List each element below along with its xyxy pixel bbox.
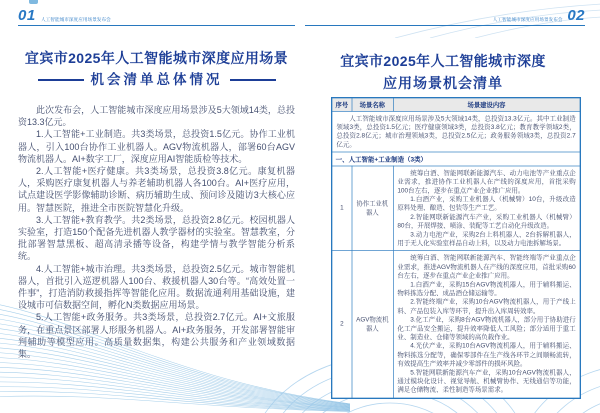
content-paragraph: 统筹白酒、智能网联新能源汽车、动力电池等产业重点企业需求，推进协作工业机器人在产线的深度应用，首批采购100台左右，逐步在重点产业企业推广应用。 xyxy=(397,169,576,195)
content-paragraph: 4.光伏产业，采购10台AGV物流机器人，用于辅料搬运、物料拣选分配等，确保零部件在生产线各环节之间顺畅流转，有效提高生产效率并减少零部件的损坏风险。 xyxy=(397,342,576,368)
top-left-decoration xyxy=(29,0,38,4)
table-intro-row xyxy=(332,111,581,152)
content-paragraph: 统筹白酒、智能网联新能源汽车、智能终端等产业重点企业需求，推进AGV物流机器人在产线的深度应用，首批采购60台左右，逐步在重点产业企业推广应用。 xyxy=(397,254,576,280)
row-content xyxy=(393,251,580,398)
left-page-title xyxy=(18,47,295,91)
body-paragraph: 此次发布会，人工智能城市深度应用场景涉及5大领域14类，总投资13.3亿元。 xyxy=(18,105,295,128)
row-name: 协作工业机器人 xyxy=(352,166,393,251)
section-title: 一、人工智能+工业制造（3类） xyxy=(332,152,581,166)
row-name: AGV物流机器人 xyxy=(352,251,393,398)
content-paragraph: 3.化工产业，采购8台AGV物流机器人，部分用于协助进行化工产品安全搬运，提升效率降低人工风险；部分适用于重工业、制造业、仓储等领域的高负载作业。 xyxy=(397,316,576,342)
body-paragraph: 4.人工智能+城市治理。共3类场景，总投资2.5亿元。城市智能机器人，首批引入巡逻机器人100台、救援机器人30台等。“高效处置一件事”，打造消防救援指挥等智能化应用。数据流通利用基础设施，建设城市可信数据空间，孵化N类数据应用场景。 xyxy=(18,263,295,311)
content-paragraph: 3.动力电池产业，采购2台上料机器人、2台拆解机器人，用于无人化实验室样品自动上料，以及动力电池拆解场景。 xyxy=(397,230,576,248)
title-line1: 宜宾市2025年人工智能城市深度 xyxy=(340,53,546,69)
col-header-content: 场景建设内容 xyxy=(393,98,580,111)
page-left-header xyxy=(18,8,295,26)
content-paragraph: 1.白酒产业，采购工业机器人（机械臂）10台，升级改造原料处理、酿造、包装等生产工艺。 xyxy=(397,195,576,212)
opportunity-table xyxy=(331,97,581,413)
page-number: 01 xyxy=(18,7,36,24)
body-paragraph: 5.人工智能+政务服务。共3类场景，总投资2.7亿元。AI+文旅服务，在重点景区部署人形服务机器人。AI+政务服务，开发部署智能审判辅助等模型应用。高质量数据集，构建公共服务和产业领域数据集。 xyxy=(18,312,295,360)
row-content xyxy=(393,166,580,251)
table-section-row xyxy=(332,152,581,166)
body-paragraph: 2.人工智能+医疗健康。共3类场景，总投资3.8亿元。康复机器人，采购医疗康复机器人与养老辅助机器人各100台。AI+医疗应用，试点建设医学影像辅助诊断、病历辅助生成、预问诊及随访3大核心应用。智慧医院，推进全市医院智慧化升级。 xyxy=(18,166,295,213)
table-intro-text: 人工智能城市深度应用场景涉及5大领域14类，总投资13.3亿元。其中工业制造领域3类，总投资1.5亿元；医疗健康领域3类，总投资3.8亿元；教育教学领域2类，总投资2.8亿元；城市治理领域3类，总投资2.5亿元；政务服务领域3类，总投资2.7亿元。 xyxy=(336,114,576,149)
col-header-no: 序号 xyxy=(332,98,352,111)
running-header-text: 人工智能城市深度应用场景发布会 xyxy=(492,16,563,23)
page-number: 02 xyxy=(567,7,585,24)
content-paragraph: 5.智能网联新能源汽车产业，采购10台AGV物流机器人，通过模块化设计、视觉导航、机械臂协作、无线通信等功能，满足仓储物流、柔性制造等场景需求。 xyxy=(397,368,576,394)
body-paragraph: 1.人工智能+工业制造。共3类场景，总投资1.5亿元。协作工业机器人，引入100台协作工业机器人。AGV物流机器人，部署60台AGV物流机器人。AI+数字工厂，深度应用AI智能质检等技术。 xyxy=(18,129,295,164)
col-header-name: 场景名称 xyxy=(352,98,393,111)
left-page-body xyxy=(18,104,295,360)
running-header-text: 人工智能城市深度应用场景发布会 xyxy=(40,16,111,23)
table-row xyxy=(332,166,581,251)
title-line2: 应用场景机会清单 xyxy=(383,75,503,91)
table-row xyxy=(332,251,581,398)
title-line2: 机会清单总体情况 xyxy=(90,72,223,87)
title-dash-right xyxy=(230,79,276,81)
title-dash-left xyxy=(38,79,84,81)
title-line1: 宜宾市2025年人工智能城市深度应用场景 xyxy=(24,50,289,66)
body-paragraph: 3.人工智能+教育教学。共2类场景，总投资2.8亿元。校园机器人实验室，打造150个配备先进机器人教学器材的实验室。智慧教室，分批部署智慧黑板、超高清录播等设备，构建学情与教学智能分析系统。 xyxy=(18,214,295,262)
content-paragraph: 2.智能终端产业，采购10台AGV物流机器人，用于产线上料、产品包装入库等环节，提升出入库周转效率。 xyxy=(397,298,576,315)
content-paragraph: 2.智能网联新能源汽车产业，采购工业机器人（机械臂）80台，开展焊接、喷涂、装配等工艺自动化升级改造。 xyxy=(397,213,576,230)
page-right-header xyxy=(305,8,585,26)
table-header-row xyxy=(332,98,581,111)
content-paragraph: 1.白酒产业，采购15台AGV物流机器人，用于辅料搬运、物料拣选分配、成品酒仓储运输等。 xyxy=(397,280,576,298)
row-no: 2 xyxy=(332,251,352,398)
right-page-title xyxy=(303,50,583,94)
row-no: 1 xyxy=(332,166,352,251)
